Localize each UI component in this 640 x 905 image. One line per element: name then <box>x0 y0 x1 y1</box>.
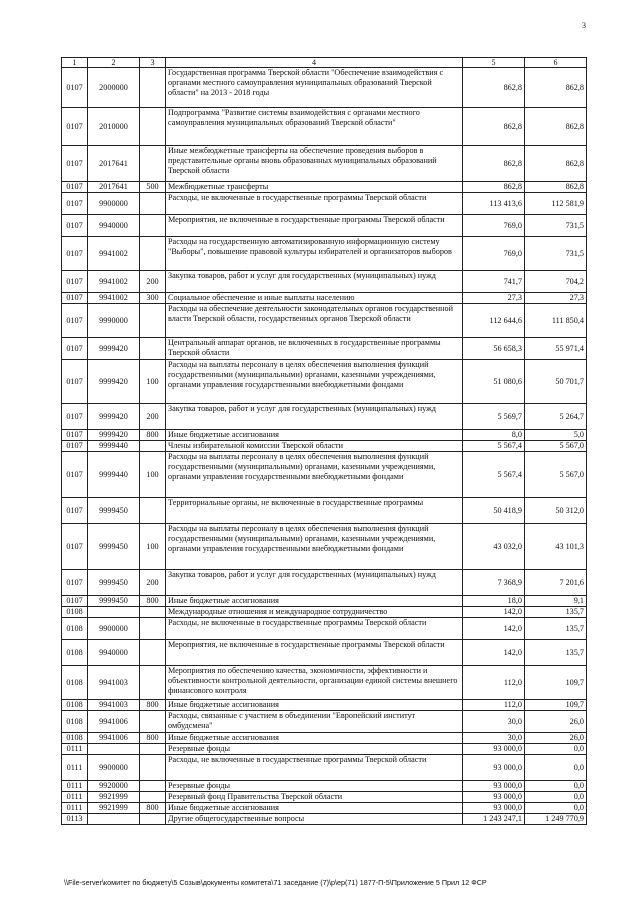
table-row <box>62 193 587 215</box>
target-code-cell: 9941002 <box>88 293 140 304</box>
description-cell: Другие общегосударственные вопросы <box>166 814 463 825</box>
table-row <box>62 146 587 182</box>
description-cell: Резервные фонды <box>166 781 463 792</box>
target-code-cell: 9900000 <box>88 193 140 215</box>
target-code-cell: 9940000 <box>88 215 140 237</box>
description-cell: Расходы на выплаты персоналу в целях обеспечения выполнения функций государственными (муниципальными) органами, казенными учреждениями, органами управления государственными внебюджетными фондами <box>166 452 463 498</box>
amount-2016-cell: 0,0 <box>525 803 587 814</box>
description-cell: Расходы на обеспечение деятельности законодательных органов государственной власти Тверской области, государственных органов Тверской области <box>166 304 463 338</box>
expense-type-cell <box>140 338 166 360</box>
amount-2016-cell: 135,7 <box>525 607 587 618</box>
description-cell: Государственная программа Тверской области "Обеспечение взаимодействия с органами местного самоуправления муниципальных образований Тверской области" на 2013 - 2018 годы <box>166 68 463 108</box>
amount-2016-cell: 109,7 <box>525 700 587 711</box>
table-row <box>62 607 587 618</box>
amount-2015-cell: 142,0 <box>463 618 525 640</box>
description-cell: Расходы, не включенные в государственные программы Тверской области <box>166 618 463 640</box>
description-cell: Иные бюджетные ассигнования <box>166 430 463 441</box>
section-code-cell: 0107 <box>62 182 88 193</box>
section-code-cell: 0111 <box>62 781 88 792</box>
target-code-cell <box>88 814 140 825</box>
section-code-cell: 0108 <box>62 640 88 666</box>
description-cell: Международные отношения и международное сотрудничество <box>166 607 463 618</box>
amount-2016-cell: 26,0 <box>525 711 587 733</box>
amount-2016-cell: 1 249 770,9 <box>525 814 587 825</box>
table-row <box>62 814 587 825</box>
description-cell: Закупка товаров, работ и услуг для государственных (муниципальных) нужд <box>166 570 463 596</box>
description-cell: Иные бюджетные ассигнования <box>166 700 463 711</box>
description-cell: Иные бюджетные ассигнования <box>166 733 463 744</box>
amount-2016-cell: 862,8 <box>525 68 587 108</box>
expense-type-cell <box>140 68 166 108</box>
section-code-cell: 0107 <box>62 430 88 441</box>
description-cell: Закупка товаров, работ и услуг для государственных (муниципальных) нужд <box>166 404 463 430</box>
expense-type-cell <box>140 744 166 755</box>
amount-2016-cell: 0,0 <box>525 781 587 792</box>
section-code-cell: 0111 <box>62 803 88 814</box>
amount-2016-cell: 109,7 <box>525 666 587 700</box>
target-code-cell: 9941003 <box>88 700 140 711</box>
amount-2015-cell: 112,0 <box>463 700 525 711</box>
amount-2016-cell: 26,0 <box>525 733 587 744</box>
expense-type-cell <box>140 792 166 803</box>
expense-type-cell <box>140 711 166 733</box>
target-code-cell: 9940000 <box>88 640 140 666</box>
target-code-cell: 9999440 <box>88 452 140 498</box>
table-row <box>62 304 587 338</box>
amount-2016-cell: 111 850,4 <box>525 304 587 338</box>
expense-type-cell <box>140 666 166 700</box>
section-code-cell: 0111 <box>62 744 88 755</box>
column-header: 6 <box>525 58 587 68</box>
amount-2016-cell: 5,0 <box>525 430 587 441</box>
amount-2015-cell: 862,8 <box>463 108 525 146</box>
amount-2015-cell: 30,0 <box>463 733 525 744</box>
page-number: 3 <box>582 21 586 30</box>
amount-2015-cell: 113 413,6 <box>463 193 525 215</box>
table-header-row <box>62 58 587 68</box>
description-cell: Закупка товаров, работ и услуг для государственных (муниципальных) нужд <box>166 271 463 293</box>
expense-type-cell: 800 <box>140 803 166 814</box>
table-row <box>62 182 587 193</box>
amount-2016-cell: 50 312,0 <box>525 498 587 524</box>
description-cell: Мероприятия по обеспечению качества, экономичности, эффективности и объективности контрольной деятельности, организации единой системы внешнего финансового контроля <box>166 666 463 700</box>
table-row <box>62 618 587 640</box>
description-cell: Иные межбюджетные трансферты на обеспечение проведения выборов в представительные органы вновь образованных муниципальных образований Тверской области <box>166 146 463 182</box>
table-row <box>62 755 587 781</box>
table-row <box>62 452 587 498</box>
amount-2015-cell: 93 000,0 <box>463 744 525 755</box>
expense-type-cell: 800 <box>140 430 166 441</box>
amount-2016-cell: 0,0 <box>525 744 587 755</box>
description-cell: Расходы на выплаты персоналу в целях обеспечения выполнения функций государственными (муниципальными) органами, казенными учреждениями, органами управления государственными внебюджетными фондами <box>166 360 463 404</box>
amount-2015-cell: 142,0 <box>463 640 525 666</box>
expense-type-cell: 200 <box>140 404 166 430</box>
description-cell: Межбюджетные трансферты <box>166 182 463 193</box>
target-code-cell: 9921999 <box>88 792 140 803</box>
amount-2015-cell: 93 000,0 <box>463 755 525 781</box>
table-row <box>62 237 587 271</box>
description-cell: Члены избирательной комиссии Тверской области <box>166 441 463 452</box>
amount-2015-cell: 862,8 <box>463 68 525 108</box>
expense-type-cell <box>140 193 166 215</box>
table-row <box>62 360 587 404</box>
amount-2016-cell: 7 201,6 <box>525 570 587 596</box>
budget-table <box>61 57 587 825</box>
target-code-cell: 2017641 <box>88 182 140 193</box>
amount-2015-cell: 862,8 <box>463 182 525 193</box>
section-code-cell: 0107 <box>62 193 88 215</box>
table-row <box>62 733 587 744</box>
column-header: 4 <box>166 58 463 68</box>
target-code-cell: 2010000 <box>88 108 140 146</box>
target-code-cell: 9999450 <box>88 596 140 607</box>
target-code-cell: 9999420 <box>88 430 140 441</box>
amount-2016-cell: 27,3 <box>525 293 587 304</box>
section-code-cell: 0107 <box>62 215 88 237</box>
table-row <box>62 744 587 755</box>
expense-type-cell <box>140 108 166 146</box>
amount-2015-cell: 27,3 <box>463 293 525 304</box>
section-code-cell: 0108 <box>62 700 88 711</box>
target-code-cell: 9920000 <box>88 781 140 792</box>
description-cell: Резервный фонд Правительства Тверской области <box>166 792 463 803</box>
section-code-cell: 0111 <box>62 792 88 803</box>
target-code-cell <box>88 744 140 755</box>
amount-2015-cell: 1 243 247,1 <box>463 814 525 825</box>
section-code-cell: 0108 <box>62 666 88 700</box>
section-code-cell: 0107 <box>62 596 88 607</box>
section-code-cell: 0107 <box>62 452 88 498</box>
amount-2015-cell: 5 569,7 <box>463 404 525 430</box>
target-code-cell: 9941003 <box>88 666 140 700</box>
table-row <box>62 68 587 108</box>
target-code-cell: 9999450 <box>88 524 140 570</box>
section-code-cell: 0107 <box>62 441 88 452</box>
target-code-cell: 9900000 <box>88 618 140 640</box>
description-cell: Расходы на государственную автоматизированную информационную систему "Выборы", повышение правовой культуры избирателей и организаторов выборов <box>166 237 463 271</box>
amount-2016-cell: 135,7 <box>525 640 587 666</box>
section-code-cell: 0107 <box>62 293 88 304</box>
amount-2016-cell: 135,7 <box>525 618 587 640</box>
amount-2016-cell: 9,1 <box>525 596 587 607</box>
table-row <box>62 792 587 803</box>
expense-type-cell <box>140 441 166 452</box>
amount-2015-cell: 862,8 <box>463 146 525 182</box>
amount-2016-cell: 862,8 <box>525 182 587 193</box>
description-cell: Мероприятия, не включенные в государственные программы Тверской области <box>166 640 463 666</box>
expense-type-cell: 800 <box>140 733 166 744</box>
amount-2015-cell: 5 567,4 <box>463 441 525 452</box>
target-code-cell: 9999420 <box>88 338 140 360</box>
section-code-cell: 0113 <box>62 814 88 825</box>
section-code-cell: 0107 <box>62 271 88 293</box>
section-code-cell: 0108 <box>62 618 88 640</box>
amount-2015-cell: 93 000,0 <box>463 781 525 792</box>
description-cell: Резервные фонды <box>166 744 463 755</box>
section-code-cell: 0108 <box>62 711 88 733</box>
description-cell: Территориальные органы, не включенные в государственные программы <box>166 498 463 524</box>
target-code-cell: 9999420 <box>88 360 140 404</box>
expense-type-cell: 500 <box>140 182 166 193</box>
section-code-cell: 0111 <box>62 755 88 781</box>
amount-2015-cell: 741,7 <box>463 271 525 293</box>
expense-type-cell: 100 <box>140 524 166 570</box>
amount-2015-cell: 8,0 <box>463 430 525 441</box>
expense-type-cell <box>140 215 166 237</box>
amount-2015-cell: 56 658,3 <box>463 338 525 360</box>
amount-2015-cell: 93 000,0 <box>463 803 525 814</box>
table-row <box>62 338 587 360</box>
section-code-cell: 0107 <box>62 108 88 146</box>
table-row <box>62 700 587 711</box>
target-code-cell: 9990000 <box>88 304 140 338</box>
expense-type-cell: 200 <box>140 271 166 293</box>
table-row <box>62 666 587 700</box>
amount-2016-cell: 5 567,0 <box>525 452 587 498</box>
target-code-cell: 9999450 <box>88 570 140 596</box>
expense-type-cell: 100 <box>140 360 166 404</box>
table-row <box>62 596 587 607</box>
amount-2016-cell: 55 971,4 <box>525 338 587 360</box>
expense-type-cell <box>140 640 166 666</box>
amount-2015-cell: 93 000,0 <box>463 792 525 803</box>
section-code-cell: 0107 <box>62 404 88 430</box>
expense-type-cell <box>140 618 166 640</box>
table-row <box>62 271 587 293</box>
section-code-cell: 0107 <box>62 304 88 338</box>
table-row <box>62 803 587 814</box>
amount-2015-cell: 7 368,9 <box>463 570 525 596</box>
amount-2016-cell: 0,0 <box>525 755 587 781</box>
description-cell: Социальное обеспечение и иные выплаты населению <box>166 293 463 304</box>
expense-type-cell <box>140 146 166 182</box>
table-row <box>62 430 587 441</box>
target-code-cell: 9941006 <box>88 711 140 733</box>
target-code-cell: 9941002 <box>88 237 140 271</box>
section-code-cell: 0107 <box>62 68 88 108</box>
table-row <box>62 570 587 596</box>
description-cell: Расходы, не включенные в государственные программы Тверской области <box>166 755 463 781</box>
amount-2016-cell: 5 264,7 <box>525 404 587 430</box>
target-code-cell: 2017641 <box>88 146 140 182</box>
section-code-cell: 0108 <box>62 733 88 744</box>
description-cell: Мероприятия, не включенные в государственные программы Тверской области <box>166 215 463 237</box>
target-code-cell: 9941002 <box>88 271 140 293</box>
expense-type-cell <box>140 304 166 338</box>
section-code-cell: 0107 <box>62 338 88 360</box>
table-row <box>62 108 587 146</box>
expense-type-cell: 100 <box>140 452 166 498</box>
amount-2016-cell: 43 101,3 <box>525 524 587 570</box>
amount-2016-cell: 0,0 <box>525 792 587 803</box>
section-code-cell: 0108 <box>62 607 88 618</box>
amount-2015-cell: 112,0 <box>463 666 525 700</box>
section-code-cell: 0107 <box>62 360 88 404</box>
target-code-cell: 9999450 <box>88 498 140 524</box>
amount-2016-cell: 862,8 <box>525 146 587 182</box>
column-header: 2 <box>88 58 140 68</box>
column-header: 3 <box>140 58 166 68</box>
expense-type-cell <box>140 237 166 271</box>
amount-2016-cell: 112 581,9 <box>525 193 587 215</box>
amount-2015-cell: 769,0 <box>463 215 525 237</box>
amount-2016-cell: 862,8 <box>525 108 587 146</box>
expense-type-cell <box>140 781 166 792</box>
section-code-cell: 0107 <box>62 570 88 596</box>
expense-type-cell <box>140 814 166 825</box>
target-code-cell: 9900000 <box>88 755 140 781</box>
description-cell: Иные бюджетные ассигнования <box>166 596 463 607</box>
amount-2015-cell: 50 418,9 <box>463 498 525 524</box>
target-code-cell: 9941006 <box>88 733 140 744</box>
expense-type-cell <box>140 498 166 524</box>
expense-type-cell: 200 <box>140 570 166 596</box>
amount-2016-cell: 5 567,0 <box>525 441 587 452</box>
amount-2015-cell: 43 032,0 <box>463 524 525 570</box>
amount-2015-cell: 18,0 <box>463 596 525 607</box>
description-cell: Расходы, связанные с участием в объединении "Европейский институт омбудсмена" <box>166 711 463 733</box>
description-cell: Центральный аппарат органов, не включенных в государственные программы Тверской области <box>166 338 463 360</box>
column-header: 5 <box>463 58 525 68</box>
table-row <box>62 711 587 733</box>
table-row <box>62 293 587 304</box>
table-row <box>62 215 587 237</box>
amount-2015-cell: 769,0 <box>463 237 525 271</box>
description-cell: Подпрограмма "Развитие системы взаимодействия с органами местного самоуправления муниципальных образований Тверской области" <box>166 108 463 146</box>
description-cell: Иные бюджетные ассигнования <box>166 803 463 814</box>
table-row <box>62 498 587 524</box>
table-row <box>62 640 587 666</box>
section-code-cell: 0107 <box>62 146 88 182</box>
amount-2015-cell: 142,0 <box>463 607 525 618</box>
target-code-cell: 2000000 <box>88 68 140 108</box>
expense-type-cell <box>140 607 166 618</box>
expense-type-cell: 800 <box>140 700 166 711</box>
amount-2016-cell: 704,2 <box>525 271 587 293</box>
target-code-cell: 9999440 <box>88 441 140 452</box>
expense-type-cell <box>140 755 166 781</box>
section-code-cell: 0107 <box>62 237 88 271</box>
amount-2016-cell: 731,5 <box>525 237 587 271</box>
description-cell: Расходы, не включенные в государственные программы Тверской области <box>166 193 463 215</box>
table-row <box>62 404 587 430</box>
amount-2015-cell: 5 567,4 <box>463 452 525 498</box>
amount-2015-cell: 112 644,6 <box>463 304 525 338</box>
section-code-cell: 0107 <box>62 498 88 524</box>
table-row <box>62 781 587 792</box>
section-code-cell: 0107 <box>62 524 88 570</box>
target-code-cell: 9921999 <box>88 803 140 814</box>
amount-2016-cell: 731,5 <box>525 215 587 237</box>
column-header: 1 <box>62 58 88 68</box>
target-code-cell: 9999420 <box>88 404 140 430</box>
table-row <box>62 441 587 452</box>
expense-type-cell: 300 <box>140 293 166 304</box>
expense-type-cell: 800 <box>140 596 166 607</box>
amount-2015-cell: 51 080,6 <box>463 360 525 404</box>
amount-2015-cell: 30,0 <box>463 711 525 733</box>
amount-2016-cell: 50 701,7 <box>525 360 587 404</box>
table-row <box>62 524 587 570</box>
target-code-cell <box>88 607 140 618</box>
file-path-footer: \\File-server\комитет по бюджету\5 Созыв\документы комитета\71 заседание (7)\р\ер(71) 1877-П-5\Приложение 5 Прил 12 ФСР <box>64 878 487 887</box>
description-cell: Расходы на выплаты персоналу в целях обеспечения выполнения функций государственными (муниципальными) органами, казенными учреждениями, органами управления государственными внебюджетными фондами <box>166 524 463 570</box>
